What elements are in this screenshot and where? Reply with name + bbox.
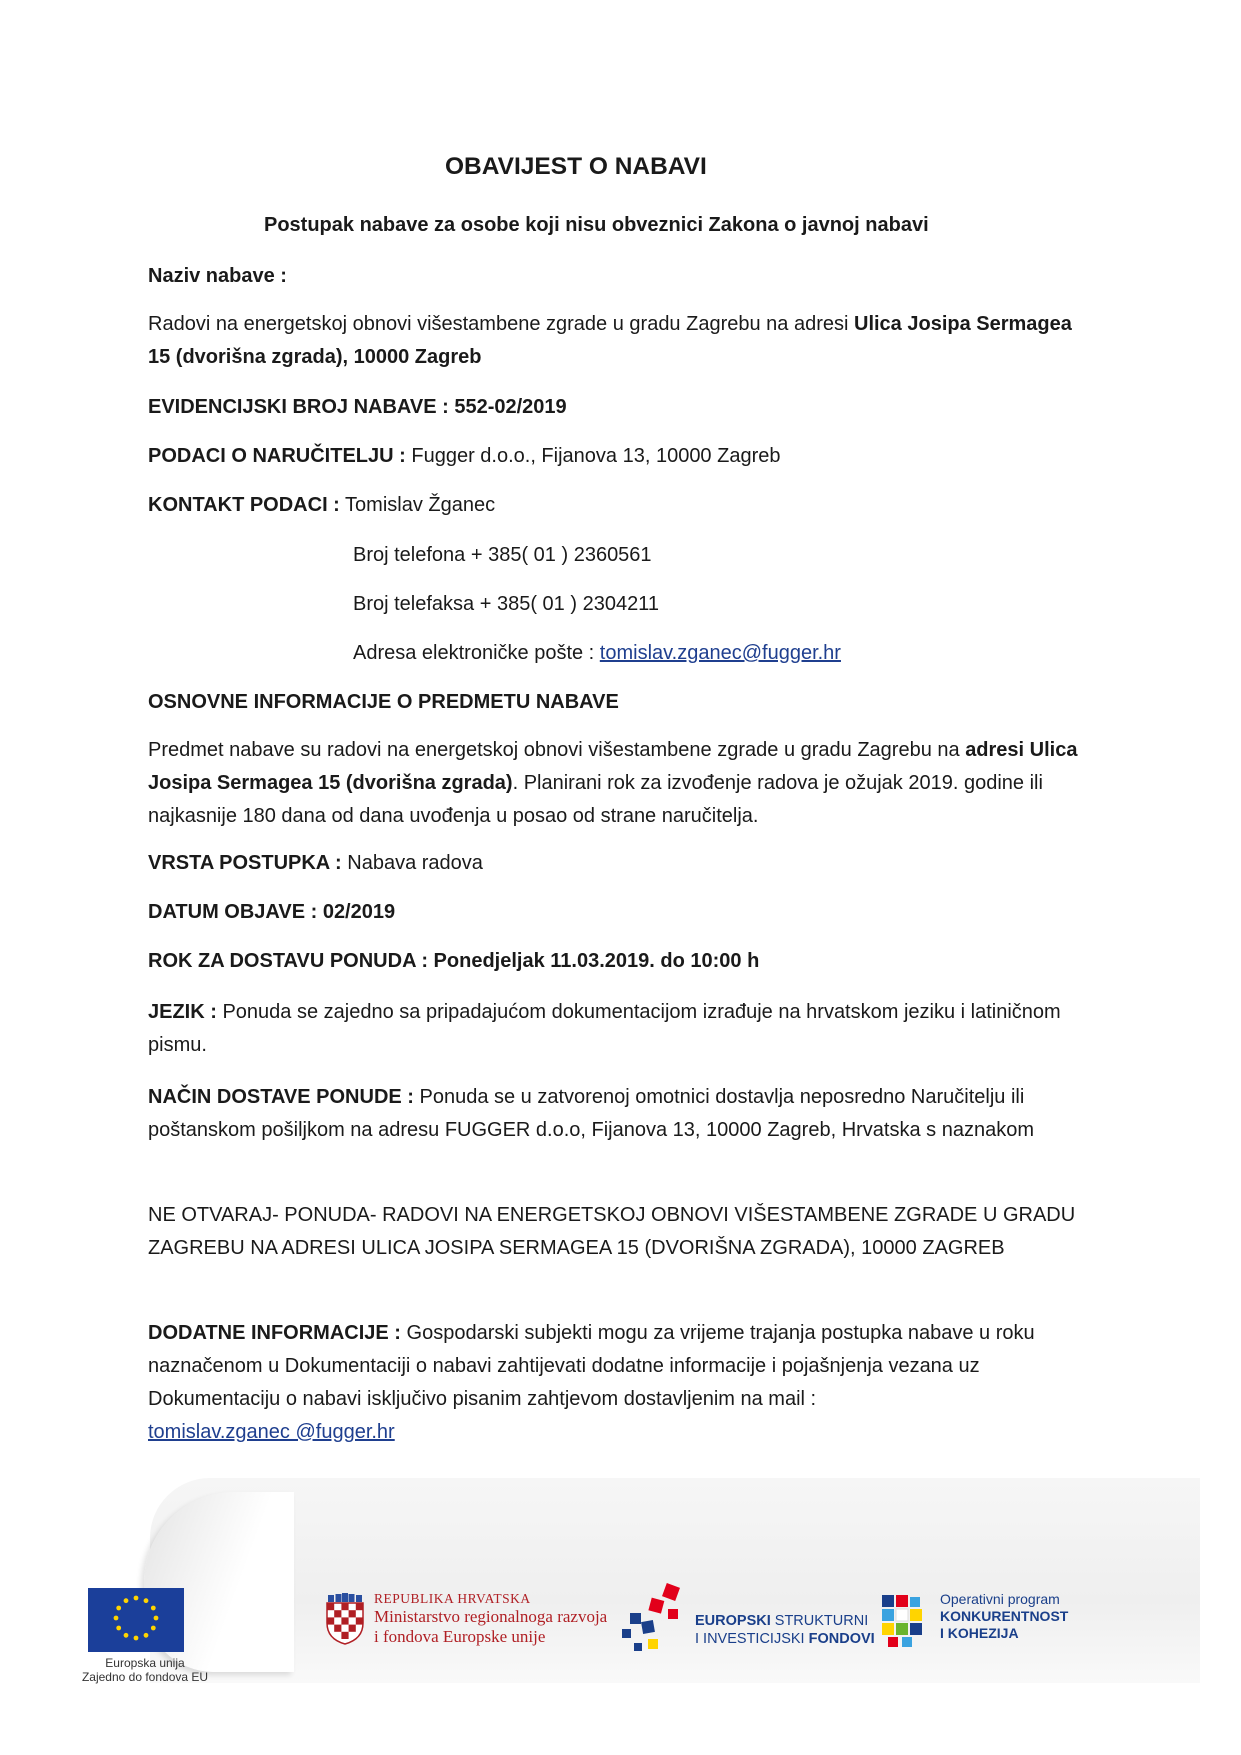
esif-line-1a: EUROPSKI [695, 1613, 771, 1629]
nacin-row [148, 1081, 1098, 1147]
nacin-label: NAČIN DOSTAVE PONUDE : [148, 1086, 414, 1108]
evidencijski-broj: EVIDENCIJSKI BROJ NABAVE : 552-02/2019 [148, 396, 567, 418]
nacin-value: Ponuda se u zatvorenoj omotnici dostavlja neposredno Naručitelju ili poštanskom pošiljkom na adresu FUGGER d.o.o, Fijanova 13, 10000 Zagreb, Hrvatska s naznakom [148, 1086, 1034, 1141]
esif-line-1b: STRUKTURNI [770, 1613, 869, 1629]
narucitelj-label: PODACI O NARUČITELJU : [148, 445, 406, 467]
esif-line-2a: I INVESTICIJSKI [695, 1631, 809, 1647]
naziv-text-bold: Ulica Josipa Sermagea 15 (dvorišna zgrada), 10000 Zagreb [148, 313, 1072, 368]
kontakt-phone: Broj telefona + 385( 01 ) 2360561 [353, 544, 652, 566]
vrsta-value: Nabava radova [341, 852, 483, 874]
kontakt-label: KONTAKT PODACI : [148, 494, 340, 516]
ne-otvaraj-text: NE OTVARAJ- PONUDA- RADOVI NA ENERGETSKOJ OBNOVI VIŠESTAMBENE ZGRADE U GRADU ZAGREBU NA ADRESI ULICA JOSIPA SERMAGEA 15 (DVORIŠNA ZGRADA), 10000 ZAGREB [148, 1204, 1076, 1259]
esif-line-2 [695, 1630, 875, 1648]
footer-logos [40, 1478, 1200, 1740]
operativni-program-logo-icon [880, 1593, 932, 1648]
esif-logo-text [695, 1612, 875, 1648]
narucitelj-row [148, 440, 1098, 473]
vrsta-label: VRSTA POSTUPKA : [148, 852, 342, 874]
kontakt-email-row [353, 637, 841, 670]
vrsta-row [148, 847, 1098, 880]
ministry-line-1: REPUBLIKA HRVATSKA [374, 1591, 531, 1606]
page-title: OBAVIJEST O NABAVI [445, 153, 707, 180]
osnovne-label: OSNOVNE INFORMACIJE O PREDMETU NABAVE [148, 691, 619, 713]
eu-logo-text [70, 1656, 220, 1684]
subtitle: Postupak nabave za osobe koji nisu obveznici Zakona o javnoj nabavi [264, 214, 929, 236]
naziv-text-plain: Radovi na energetskoj obnovi višestambene zgrade u gradu Zagrebu na adresi [148, 313, 854, 335]
kontakt-row [148, 489, 1098, 522]
op-line-3: I KOHEZIJA [940, 1625, 1019, 1641]
jezik-row [148, 996, 1098, 1062]
rok-dostave: ROK ZA DOSTAVU PONUDA : Ponedjeljak 11.03.2019. do 10:00 h [148, 950, 760, 972]
op-line-1: Operativni program [940, 1591, 1060, 1607]
datum-objave: DATUM OBJAVE : 02/2019 [148, 901, 396, 923]
eu-line-1: Europska unija [105, 1656, 185, 1670]
croatian-coat-of-arms-icon [325, 1593, 365, 1645]
kontakt-email-label: Adresa elektroničke pošte : [353, 642, 600, 664]
ministry-logo-text [374, 1590, 607, 1647]
dodatne-value: Gospodarski subjekti mogu za vrijeme trajanja postupka nabave u roku naznačenom u Dokumentaciji o nabavi zahtijevati dodatne informacije i pojašnjenja vezana uz Dokumentaciju o nabavi isključivo pisanim zahtjevom dostavljenim na mail : [148, 1322, 1035, 1410]
dodatne-label: DODATNE INFORMACIJE : [148, 1322, 401, 1344]
osnovne-text-2: . Planirani rok za izvođenje radova je ožujak 2019. godine ili najkasnije 180 dana od dana uvođenja u posao od strane naručitelja. [148, 772, 1043, 827]
jezik-value: Ponuda se zajedno sa pripadajućom dokumentacijom izrađuje na hrvatskom jeziku i latiničnom pismu. [148, 1001, 1061, 1056]
eu-line-2: Zajedno do fondova EU [81, 1670, 209, 1684]
eu-flag-icon [88, 1588, 184, 1652]
naziv-text [148, 308, 1098, 374]
kontakt-email-link[interactable]: tomislav.zganec@fugger.hr [599, 642, 841, 664]
op-line-2: KONKURENTNOST [940, 1608, 1069, 1624]
dodatne-email-link[interactable]: tomislav.zganec @fugger.hr [148, 1421, 395, 1443]
osnovne-text [148, 734, 1098, 833]
kontakt-fax: Broj telefaksa + 385( 01 ) 2304211 [353, 593, 659, 615]
naziv-label: Naziv nabave : [148, 265, 287, 287]
osnovne-text-1: Predmet nabave su radovi na energetskoj obnovi višestambene zgrade u gradu Zagrebu na [148, 739, 966, 761]
esif-logo-icon [620, 1583, 690, 1658]
narucitelj-value: Fugger d.o.o., Fijanova 13, 10000 Zagreb [405, 445, 781, 467]
esif-line-1 [695, 1612, 875, 1630]
operativni-program-logo-text [940, 1591, 1068, 1642]
kontakt-name: Tomislav Žganec [339, 494, 496, 516]
ministry-line-3: i fondova Europske unije [374, 1627, 546, 1646]
ministry-line-2: Ministarstvo regionalnoga razvoja [374, 1607, 608, 1626]
jezik-label: JEZIK : [148, 1001, 217, 1023]
osnovne-text-bold: adresi Ulica Josipa Sermagea 15 (dvorišna zgrada) [148, 739, 1078, 794]
esif-line-2b: FONDOVI [808, 1631, 875, 1647]
dodatne-row [148, 1317, 1098, 1449]
